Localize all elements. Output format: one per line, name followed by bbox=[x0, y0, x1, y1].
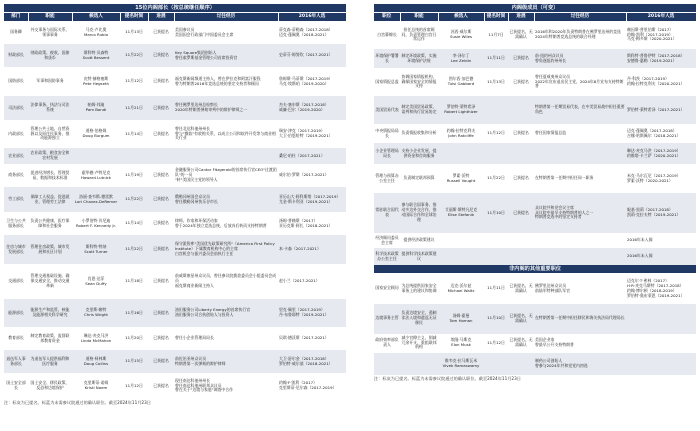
cell-cand: 克里斯·赖特 Chris Wright bbox=[72, 299, 120, 327]
cell-cand: 埃隆·马斯克 Elon Musk bbox=[450, 337, 472, 347]
cell-func: 参与联合国事务、推动多边外交合作，推动国际合作和全球治理 bbox=[400, 193, 438, 233]
table-row bbox=[4, 235, 346, 264]
table-header-row bbox=[374, 13, 696, 22]
cell-y2016: 迈克尔·T·弗林（2017） H·R·麦克马斯特（2017-2018） 约翰·博尔顿（2018-2019） 罗伯特·奥布莱恩（2019-2021） bbox=[627, 278, 685, 298]
cell-status: 已获提名 bbox=[148, 350, 174, 373]
table-row bbox=[374, 21, 696, 49]
cell-date: 11月10日 bbox=[484, 193, 508, 233]
column-header: 部门 bbox=[4, 13, 28, 22]
cell-y2016: 里克·佩里（2017-2019） 丹·布鲁耶特（2019-2021） bbox=[278, 299, 346, 327]
table-row bbox=[374, 304, 696, 334]
cell-status: 已获提名 bbox=[153, 172, 169, 178]
cell-date: 11月13日 bbox=[487, 78, 505, 84]
cell-exp: 俄勒冈州国会众议员 曾任俄勒冈州快乐谷市长 bbox=[174, 187, 278, 212]
cell-cand: 维韦克·拉马斯瓦米 Vivek Ramaswamy bbox=[438, 353, 484, 375]
cell-cand bbox=[438, 233, 484, 248]
cell-status: 已获提名，无需确认 bbox=[509, 282, 533, 293]
column-header: 职能 bbox=[28, 13, 72, 22]
cabinet-secretaries-table bbox=[4, 4, 347, 399]
cell-y2016: 2016年未入阁 bbox=[627, 237, 653, 243]
cell-status bbox=[508, 248, 534, 265]
cell-dept: 住房与城市发展部长 bbox=[4, 235, 28, 264]
cell-y2016: 瑞安·津克（2017-2019） 大卫·伯恩哈特（2019-2021） bbox=[279, 128, 333, 138]
cell-status bbox=[508, 353, 534, 375]
cell-status: 已获提名 bbox=[148, 235, 174, 264]
cell-date: 11月19日 bbox=[125, 172, 143, 178]
cell-status: 已获提名 bbox=[153, 130, 169, 136]
cell-date: 11月12日 bbox=[125, 78, 143, 84]
cell-date: 11月11日 bbox=[487, 285, 505, 291]
cell-cand bbox=[438, 248, 484, 265]
table-row bbox=[374, 164, 696, 193]
table-row bbox=[4, 187, 346, 212]
cell-func: 制定教育政策、监督联邦教育资金 bbox=[30, 332, 70, 343]
cell-date: 11月15日 bbox=[120, 350, 148, 373]
table-row bbox=[374, 68, 696, 96]
column-header: 提名时间 bbox=[120, 13, 148, 22]
cell-dept: 交通部长 bbox=[8, 278, 24, 284]
cell-status bbox=[508, 96, 534, 124]
cell-status: 已获提名 bbox=[513, 175, 529, 181]
table-row bbox=[374, 248, 696, 265]
cell-dept: 财政部长 bbox=[4, 44, 28, 67]
cell-status: 已获提名 bbox=[148, 96, 174, 120]
cell-status bbox=[508, 143, 534, 164]
table-title-row bbox=[4, 4, 346, 13]
cell-status: 已获提名 bbox=[148, 187, 174, 212]
column-header: 进展 bbox=[148, 13, 174, 22]
cell-status: 已获提名，无需确认 bbox=[508, 304, 534, 334]
cell-func: 协调国家情报机构、确保国家安全的情报支持 bbox=[401, 73, 437, 89]
column-header: 过往经历 bbox=[534, 13, 626, 22]
table-row bbox=[374, 353, 696, 375]
cell-pos bbox=[374, 353, 400, 375]
cell-pos: 环境保护署署长 bbox=[374, 49, 400, 68]
cell-pos: 经济顾问委员会主席 bbox=[375, 234, 399, 245]
cell-exp bbox=[534, 233, 626, 248]
cell-cand: 肖恩·达菲 Sean Duffy bbox=[85, 275, 107, 286]
cell-status: 已获提名 bbox=[508, 193, 534, 233]
cell-pos: 常驻联合国代表 bbox=[374, 193, 400, 233]
cabinet-secretaries-panel bbox=[4, 4, 346, 406]
cell-y2016 bbox=[626, 304, 696, 334]
table-subtitle: 非内阁的其他重要职位 bbox=[374, 265, 696, 274]
cell-exp: 曾任夏威夷州众议员 2022年宣布退出民主党，2024年8月宣布支持特朗普 bbox=[535, 73, 624, 89]
cell-exp: 前威斯康星州众议员，曾任参议院拨款委员会小组委员会成员 福克斯商业新闻主持人 bbox=[175, 273, 277, 288]
cell-cand: 洛丽·查韦斯-德雷默 Lori Chavez-DeRemer bbox=[72, 187, 120, 212]
cell-func: 财政政策、税收、国债和货币 bbox=[28, 44, 72, 67]
cell-y2016: 大卫·舒尔金（2017-2018） 罗伯特·威尔基（2018-2021） bbox=[278, 350, 346, 373]
cell-cand: 李·泽尔丁 Lee Zeldin bbox=[438, 49, 484, 68]
cell-func: 负责制定联邦预算 bbox=[403, 175, 435, 181]
cell-func: 负责边境安全、遏制非法入境和遣返无证移民 bbox=[400, 304, 438, 334]
cell-date: 11月12日 bbox=[125, 382, 143, 388]
cabinet-level-table bbox=[374, 4, 697, 375]
cell-y2016: 米克·马尔瓦尼（2017-2019） 罗素·沃特（2020-2021） bbox=[627, 172, 681, 183]
cell-func: 制定环境政策、实施环境保护法规 bbox=[400, 49, 438, 68]
cell-y2016: 杰夫·塞申斯（2017-2018） 威廉·巴尔（2019-2020） bbox=[278, 96, 346, 120]
cell-pos: 美国贸易代表 bbox=[374, 96, 400, 124]
cell-date: 11月22日 bbox=[120, 44, 148, 67]
cell-cand: 马克·卢比奥 Marco Rubio bbox=[84, 26, 108, 37]
cell-date bbox=[120, 148, 148, 164]
cell-exp: 美国参议员 美国国会行政部门中国委员会主席 bbox=[175, 26, 234, 37]
cell-func: 为退伍军人提供福利和医疗服务 bbox=[28, 350, 72, 373]
cell-exp bbox=[174, 148, 278, 164]
cell-date: 11月22日 bbox=[487, 175, 505, 181]
cell-y2016: 妮基·黑莉（2017-2018） 凯莉·克拉夫特（2019-2021） bbox=[626, 193, 696, 233]
cell-exp: 在特朗普第一任期中担任同一职务 bbox=[535, 175, 594, 181]
cell-cand: 道格·柯林斯 Doug Collins bbox=[72, 350, 120, 373]
table-title: 15位内阁部长（按总统继任顺序） bbox=[4, 4, 346, 13]
cell-date bbox=[484, 143, 508, 164]
table-row bbox=[4, 212, 346, 235]
cell-dept: 国务卿 bbox=[10, 29, 22, 35]
cell-exp: 2016年和2020年负责特朗普在佛罗里达州的竞选 2024年特朗普竞选总统的联合经理 bbox=[535, 29, 621, 39]
cell-status: 已获提名 bbox=[513, 78, 529, 84]
cell-date: 11月20日 bbox=[125, 335, 143, 341]
cell-status: 已获提名 bbox=[153, 220, 169, 226]
cell-y2016: 威尔伯·罗斯（2017-2021） bbox=[279, 172, 329, 178]
cell-y2016: 桑尼·珀杜（2017-2021） bbox=[278, 148, 346, 164]
cell-exp: 特朗普第一任期贸易代表，在中美贸易战中担任重要角色 bbox=[534, 96, 626, 124]
column-header: 提名时间 bbox=[484, 13, 508, 22]
cell-exp bbox=[534, 248, 626, 265]
cell-date bbox=[484, 248, 508, 265]
cell-func: 管理公共土地、自然资源以及原住民事务，推动能源独立 bbox=[30, 125, 70, 141]
cell-func: 法律事务、执法与司法系统 bbox=[28, 96, 72, 120]
column-header: 候选人 bbox=[72, 13, 120, 22]
cell-status: 已获提名 bbox=[508, 49, 534, 68]
cell-status: 已获提名，无需确认 bbox=[509, 337, 533, 347]
cell-date: 11月10日 bbox=[484, 304, 508, 334]
cell-status: 已获提名 bbox=[153, 78, 169, 84]
cell-func: 为总统提供国家安全事务上的建议和协调 bbox=[401, 282, 437, 293]
cell-cand: 苏西·威尔斯 Susie Wiles bbox=[449, 29, 473, 39]
cell-status bbox=[148, 148, 174, 164]
table-row bbox=[374, 49, 696, 68]
cell-func: 能源生产和监管、核能及能源相关科学研究 bbox=[28, 299, 72, 327]
cell-pos: 小企业管理局局长 bbox=[374, 143, 400, 164]
cell-func: 减少官僚主义、削减冗余开支、重组联邦机构 bbox=[401, 334, 437, 350]
cell-cand: 帕姆·邦迪 Pam Bondi bbox=[72, 96, 120, 120]
cell-func bbox=[400, 353, 438, 375]
column-header: 职能 bbox=[400, 13, 438, 22]
table-row bbox=[4, 373, 346, 399]
cell-cand: 斯科特·贝森特 Scott Bessent bbox=[72, 44, 120, 67]
cell-cand: 斯科特·特纳 Scott Turner bbox=[72, 235, 120, 264]
cell-y2016: 斯科特·普鲁伊特（2017-2018） 安德鲁·惠勒（2019-2021） bbox=[626, 49, 696, 68]
cell-pos: 中央情报局局长 bbox=[375, 127, 399, 138]
cell-exp: 油田服务公司Liberty Energy的首席执行官 油田服务公司合伙创始人与投资人 bbox=[174, 299, 278, 327]
cell-date: 11月14日 bbox=[125, 130, 143, 136]
cell-dept: 劳工部长 bbox=[4, 187, 28, 212]
column-header: 2016年人选 bbox=[278, 13, 346, 22]
cell-dept: 能源部长 bbox=[4, 299, 28, 327]
cell-cand: 小罗伯特·肯尼迪 Robert F. Kennedy Jr. bbox=[76, 217, 116, 228]
cell-dept: 农业部长 bbox=[4, 148, 28, 164]
cell-cand: 霍华德·卢特尼克 Howard Lutnick bbox=[80, 169, 112, 180]
cell-cand bbox=[438, 143, 484, 164]
table-row bbox=[4, 299, 346, 327]
table-row bbox=[374, 334, 696, 353]
cell-exp: 律师、作家和环保活动家 曾于2024年独立竞选总统，后放弃后转而支持特朗普 bbox=[175, 217, 267, 228]
cell-y2016: 丹·科茨（2017-2019） 约翰·拉特克利夫（2020-2021） bbox=[627, 76, 685, 86]
cell-cand: 克里斯蒂·诺姆 Kristi Noem bbox=[83, 380, 109, 390]
table-title: 内阁级成员（可变） bbox=[374, 4, 696, 13]
cell-func: 制定美国贸易政策、谈判和执行贸易协定 bbox=[400, 96, 438, 124]
cell-y2016: 史蒂芬·姆努钦（2017-2021） bbox=[278, 44, 346, 67]
table-row bbox=[374, 124, 696, 143]
cell-status: 已获提名 bbox=[148, 299, 174, 327]
cell-pos: 政府效率部负责人 bbox=[375, 337, 399, 347]
cell-exp: 金融服务公司Cantor Fitzgerald的首席执行官CEO"过渡团队"的一员 "转"美国民主党的领导人 bbox=[175, 167, 277, 182]
cell-func: 提供经济政策建议 bbox=[403, 237, 435, 243]
cell-date: 11月7日 bbox=[488, 31, 504, 37]
cell-dept: 退伍军人事务部长 bbox=[4, 350, 28, 373]
cell-status: 已获提名 bbox=[513, 130, 529, 136]
cell-date: 11月22日 bbox=[120, 187, 148, 212]
table-row bbox=[4, 164, 346, 187]
cell-exp: 众议院共和党会议主席 众议院中最早支持特朗普的人之一 特朗普竞选中的坚定支持者 bbox=[534, 193, 626, 233]
cell-pos: 国家安全顾问 bbox=[375, 285, 399, 291]
cell-cand: 艾丽斯·斯特凡尼克 Elise Stefanik bbox=[438, 193, 484, 233]
cell-y2016: 詹姆斯·马蒂斯（2017-2019） 马克·埃斯珀（2019-2020） bbox=[279, 75, 333, 86]
cell-status: 已获提名 bbox=[153, 29, 169, 35]
cell-status: 已获提名 bbox=[153, 278, 169, 284]
table-header-row bbox=[4, 13, 346, 22]
footnote: 注：标灰为已提名。标蓝为未需参议院通过的确认职位。截至2024年11月23日 bbox=[374, 375, 521, 381]
cell-exp: 制药公司创始人 曾参与2024年共和党党内初选 bbox=[534, 353, 626, 375]
column-header: 候选人 bbox=[438, 13, 484, 22]
cell-cand: 道格·伯格姆 Doug Burgum bbox=[82, 128, 110, 138]
cabinet-level-panel bbox=[374, 4, 696, 382]
cell-exp: 曾任北达科他州州长 曾与"微软"有收购关系，以成立公司和软件开发等与商业相关行业 bbox=[175, 125, 276, 141]
cell-func: 国土安全、移民政策、反恐和边境保护 bbox=[30, 380, 70, 390]
cell-date bbox=[484, 96, 508, 124]
cell-exp: 前·纽约州众议员 曾角逐纽约州州长 bbox=[534, 49, 626, 68]
cell-y2016: 蒂克森·蒂勒森（2017-2018） 迈克·蓬佩奥（2018-2021） bbox=[279, 26, 333, 37]
cell-date: 11月13日 bbox=[125, 29, 143, 35]
cell-y2016: 琳达·麦克马洪（2017-2019） 约维塔·卡兰萨（2020-2021） bbox=[626, 143, 696, 164]
cell-func: 保障工人权益、促进就业、管理劳工法律 bbox=[28, 187, 72, 212]
cell-cand: 琳达·麦克马洪 Linda McMahon bbox=[80, 332, 112, 343]
cell-cand: 罗伯特·莱特希泽 Robert Lighthizer bbox=[438, 96, 484, 124]
cell-y2016: 迈克·蓬佩奥（2017-2018） 吉娜·哈斯佩尔（2018-2021） bbox=[627, 127, 681, 138]
cell-status: 已获提名，无需确认 bbox=[509, 29, 533, 39]
cell-func: 提供科学技术政策建议 bbox=[400, 248, 438, 265]
column-header: 过往经历 bbox=[174, 13, 278, 22]
cell-status: 已获提名 bbox=[153, 382, 169, 388]
cell-func: 担任总统的首席顾问，负责管理白宫日常运作 bbox=[401, 26, 437, 42]
cell-dept: 教育部长 bbox=[8, 335, 24, 341]
cell-y2016: 2016年未入阁 bbox=[626, 248, 696, 265]
table-row bbox=[374, 143, 696, 164]
cell-func: 负责情报收集和分析 bbox=[401, 130, 437, 136]
cell-func: 支持小企业发展，提供资金和咨询服务 bbox=[400, 143, 438, 164]
cell-y2016: 约翰·F·凯利（2017） 克里斯蒂·尼尔森（2017-2019） bbox=[279, 380, 337, 390]
cell-date bbox=[484, 353, 508, 375]
cell-func: 管理住房政策、城市发展和社区计划 bbox=[28, 235, 72, 264]
cell-exp: 佛罗里达州众议员 前陆军特种部队军官 bbox=[535, 282, 571, 293]
column-header: 2016年人选 bbox=[626, 13, 696, 22]
cell-date: 11月22日 bbox=[120, 235, 148, 264]
table-row bbox=[374, 96, 696, 124]
cell-cand: 约翰·拉特克利夫 John Ratcliffe bbox=[446, 127, 476, 138]
table-row bbox=[374, 233, 696, 248]
cell-exp: 在特朗普第一任期中担任移民和海关执法局代理局长 bbox=[534, 304, 626, 334]
cell-exp: 前佐治亚州众议员 特朗普第一次弹劾的辩护律师 bbox=[174, 350, 278, 373]
cell-exp: 美国企业家 曾最早公开支持特朗普 bbox=[535, 337, 574, 347]
cell-date: 11月14日 bbox=[125, 220, 143, 226]
cell-y2016: 贝琪·德沃斯（2017-2021） bbox=[279, 335, 329, 341]
cell-exp: 福克斯新闻频道主持人，曾在伊拉克和阿富汗服役 曾为特朗普2016年竞选总统的坚定支持者和顾问 bbox=[175, 75, 261, 86]
cell-status: 已获提名 bbox=[148, 44, 174, 67]
cell-date: 11月12日 bbox=[487, 339, 505, 345]
cell-y2016 bbox=[626, 334, 696, 353]
cell-exp: 曾任佛罗里达州总检察长 2020年特朗普弹劾审判中的辩护律师之一 bbox=[174, 96, 278, 120]
cell-dept: 国防部长 bbox=[8, 78, 24, 84]
cell-date: 11月21日 bbox=[120, 96, 148, 120]
cell-pos: 国家情报总监 bbox=[375, 78, 399, 84]
cell-pos: 白宫幕僚长 bbox=[377, 31, 397, 37]
cell-exp bbox=[534, 143, 626, 164]
table-row bbox=[4, 148, 346, 164]
cell-y2016: 汤姆·普赖斯（2017） 亚历克斯·阿扎（2018-2021） bbox=[279, 217, 333, 228]
table-title-row bbox=[374, 4, 696, 13]
cell-exp: 曾任小企业管理局局长 bbox=[175, 335, 214, 341]
cell-exp: 曾任国家情报总监 bbox=[535, 130, 567, 136]
table-row bbox=[374, 274, 696, 304]
cell-func: 农业政策、粮食安全和农村发展 bbox=[28, 148, 72, 164]
cell-y2016: 本·卡森（2017-2021） bbox=[278, 235, 346, 264]
cell-date: 11月11日 bbox=[484, 49, 508, 68]
cell-exp: Key Square集团创始人 曾任索罗斯基金管理公司首席投资官 bbox=[174, 44, 278, 67]
cell-func: 外交事务与国际关系、领事事务 bbox=[30, 26, 70, 37]
cell-func: 管理交通基础设施、确保交通安全，推动交通革新 bbox=[30, 273, 70, 288]
column-header: 进展 bbox=[508, 13, 534, 22]
cell-y2016: 赵小兰（2017-2021） bbox=[279, 278, 320, 284]
table-row bbox=[4, 264, 346, 299]
cell-dept: 卫生与公共服务部长 bbox=[6, 217, 26, 228]
cell-func: 军事和国防事务 bbox=[36, 78, 64, 84]
cell-date: 11月18日 bbox=[125, 278, 143, 284]
cell-func: 负责公共健康、医疗保障和社会服务 bbox=[30, 217, 70, 228]
table-title-row bbox=[374, 265, 696, 274]
cell-exp: 现任南达科他州州长 曾任南达科他州联邦众议员 曾在关于"边境与家庭"调查中合作 bbox=[175, 377, 234, 393]
table-row bbox=[374, 193, 696, 233]
cell-cand bbox=[72, 148, 120, 164]
cell-date bbox=[484, 233, 508, 248]
cell-cand: 罗素·沃特 Russell Vought bbox=[446, 172, 476, 183]
cell-exp: 保守派智库"美国优先政策研究所"（America First Policy Institute）下属教育机构中心的主席 白宫机会与振兴委员会前执行主任 bbox=[174, 235, 278, 264]
cell-date: 11月12日 bbox=[487, 130, 505, 136]
cell-status bbox=[508, 233, 534, 248]
cell-pos: 管理与预算办公室主任 bbox=[375, 172, 399, 183]
cell-y2016 bbox=[626, 353, 696, 375]
table-row bbox=[4, 21, 346, 44]
cell-dept: 商务部长 bbox=[8, 172, 24, 178]
cell-dept: 内政部长 bbox=[8, 130, 24, 136]
cell-cand: 迈克·沃尔兹 Michael Waltz bbox=[447, 282, 475, 293]
column-header: 职位 bbox=[374, 13, 400, 22]
table-row bbox=[4, 120, 346, 148]
cell-pos: 科学技术政策办公室主任 bbox=[374, 248, 400, 265]
table-row bbox=[4, 67, 346, 96]
cell-dept: 国土安全部长 bbox=[6, 380, 26, 390]
cell-status: 已获提名 bbox=[153, 335, 169, 341]
cell-cand: 汤姆·霍曼 Tom Homan bbox=[438, 304, 484, 334]
cell-cand: 皮特·赫格塞斯 Pete Hegseth bbox=[83, 75, 109, 86]
cell-func: 促进经济增长、管理贸易、数据和技术标准 bbox=[30, 169, 70, 180]
table-row bbox=[4, 327, 346, 350]
table-row bbox=[4, 44, 346, 67]
cell-y2016: 赖因斯·普里伯斯（2017） 约翰·凯利（2017-2019） 马克·梅多斯（2020-2021） bbox=[627, 26, 677, 42]
cell-dept: 司法部长 bbox=[4, 96, 28, 120]
table-row bbox=[4, 350, 346, 373]
cell-y2016: 罗伯特·莱特希泽（2017-2021） bbox=[626, 96, 696, 124]
table-row bbox=[4, 96, 346, 120]
cell-date: 11月16日 bbox=[120, 299, 148, 327]
footnote: 注：标灰为已提名。标蓝为未需参议院通过的确认职位。截至2024年11月23日 bbox=[4, 400, 151, 405]
cell-y2016: 亚历山大·阿科斯塔（2017-2019） 尤金·斯卡利亚（2019-2021） bbox=[278, 187, 346, 212]
cell-pos: 边境事务主管 bbox=[374, 304, 400, 334]
cell-cand: 图尔西·加巴德 Tulsi Gabbard bbox=[447, 76, 475, 86]
